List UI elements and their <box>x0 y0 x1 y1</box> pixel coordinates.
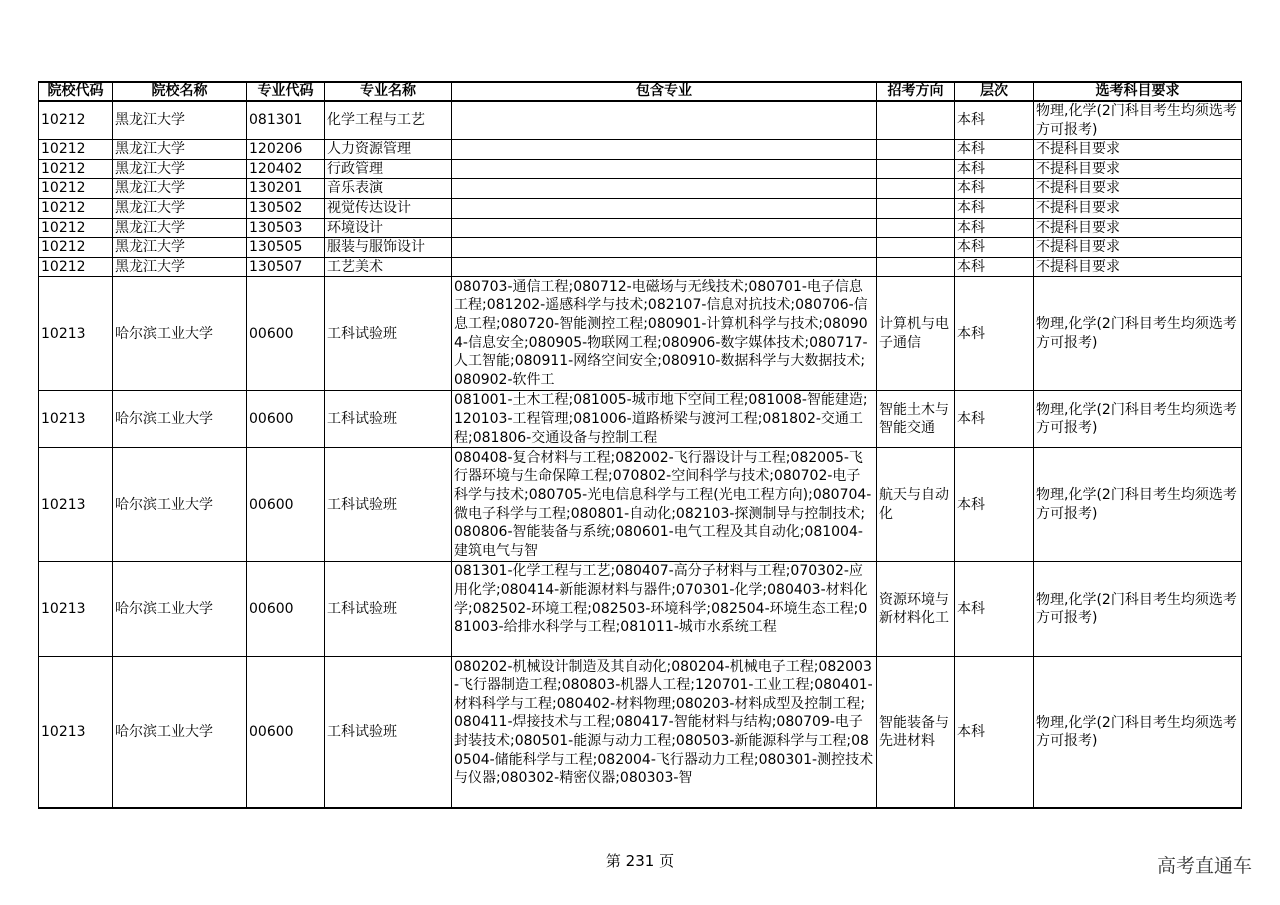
level-cell: 本科 <box>955 448 1034 562</box>
direction-cell <box>877 159 955 179</box>
major-name-cell: 工科试验班 <box>325 277 452 391</box>
header-major-code: 专业代码 <box>247 82 325 101</box>
level-cell: 本科 <box>955 657 1034 808</box>
subject-req-cell: 不提科目要求 <box>1034 218 1242 238</box>
subject-req-cell: 不提科目要求 <box>1034 140 1242 160</box>
level-cell: 本科 <box>955 140 1034 160</box>
school-code-cell: 10212 <box>39 101 113 140</box>
subject-req-cell: 不提科目要求 <box>1034 159 1242 179</box>
included-majors-cell <box>452 562 877 657</box>
major-name-cell: 视觉传达设计 <box>325 198 452 218</box>
table-row <box>39 238 1242 258</box>
level-cell: 本科 <box>955 101 1034 140</box>
major-code-cell: 130503 <box>247 218 325 238</box>
table-row <box>39 657 1242 808</box>
school-name-cell: 哈尔滨工业大学 <box>113 562 247 657</box>
table-row <box>39 562 1242 657</box>
major-code-cell: 130201 <box>247 179 325 199</box>
major-name-cell: 化学工程与工艺 <box>325 101 452 140</box>
major-name-cell: 工科试验班 <box>325 562 452 657</box>
school-name-cell: 哈尔滨工业大学 <box>113 657 247 808</box>
included-majors-cell <box>452 257 877 277</box>
major-name-cell: 人力资源管理 <box>325 140 452 160</box>
school-name-cell: 黑龙江大学 <box>113 159 247 179</box>
school-name-cell: 哈尔滨工业大学 <box>113 277 247 391</box>
table-row <box>39 277 1242 391</box>
included-majors-cell <box>452 391 877 448</box>
direction-cell <box>877 238 955 258</box>
included-majors-cell <box>452 657 877 808</box>
school-name-cell: 黑龙江大学 <box>113 101 247 140</box>
included-majors-cell <box>452 448 877 562</box>
major-code-cell: 00600 <box>247 657 325 808</box>
level-cell: 本科 <box>955 562 1034 657</box>
level-cell: 本科 <box>955 159 1034 179</box>
school-name-cell: 黑龙江大学 <box>113 257 247 277</box>
direction-cell <box>877 179 955 199</box>
major-code-cell: 120402 <box>247 159 325 179</box>
table-row <box>39 448 1242 562</box>
school-code-cell: 10213 <box>39 448 113 562</box>
included-majors-cell <box>452 159 877 179</box>
school-code-cell: 10213 <box>39 391 113 448</box>
direction-cell: 智能土木与智能交通 <box>877 391 955 448</box>
included-majors-text: 080408-复合材料与工程;082002-飞行器设计与工程;082005-飞行器环境与生命保障工程;070802-空间科学与技术;080702-电子科学与技术;080705-光电信息科学与工程(光电工程方向);080704-微电子科学与工程;080801-自动化;082103-探测制导与控制技术;080806-智能装备与系统;080601-电气工程及其自动化;081004-建筑电气与智 <box>454 449 872 559</box>
major-name-cell: 音乐表演 <box>325 179 452 199</box>
major-name-cell: 行政管理 <box>325 159 452 179</box>
school-code-cell: 10212 <box>39 140 113 160</box>
subject-req-cell: 不提科目要求 <box>1034 257 1242 277</box>
level-cell: 本科 <box>955 218 1034 238</box>
major-code-cell: 00600 <box>247 562 325 657</box>
included-majors-text: 081301-化学工程与工艺;080407-高分子材料与工程;070302-应用化学;080414-新能源材料与器件;070301-化学;080403-材料化学;082502-环境工程;082503-环境科学;082504-环境生态工程;081003-给排水科学与工程;081011-城市水系统工程 <box>454 563 868 636</box>
school-name-cell: 哈尔滨工业大学 <box>113 391 247 448</box>
school-name-cell: 黑龙江大学 <box>113 140 247 160</box>
school-name-cell: 黑龙江大学 <box>113 238 247 258</box>
header-row <box>39 82 1242 101</box>
admission-table <box>38 81 1242 809</box>
table-row <box>39 257 1242 277</box>
level-cell: 本科 <box>955 391 1034 448</box>
included-majors-cell <box>452 140 877 160</box>
watermark: 高考直通车 <box>1156 855 1252 877</box>
subject-req-cell: 物理,化学(2门科目考生均须选考方可报考) <box>1034 391 1242 448</box>
major-name-cell: 工科试验班 <box>325 448 452 562</box>
included-majors-text: 080202-机械设计制造及其自动化;080204-机械电子工程;082003-飞行器制造工程;080803-机器人工程;120701-工业工程;080401-材料科学与工程;080402-材料物理;080203-材料成型及控制工程;080411-焊接技术与工程;080417-智能材料与结构;080709-电子封装技术;080501-能源与动力工程;080503-新能源科学与工程;080504-储能科学与工程;082004-飞行器动力工程;080301-测控技术与仪器;080302-精密仪器;080303-智 <box>454 658 874 787</box>
major-name-cell: 服装与服饰设计 <box>325 238 452 258</box>
header-level: 层次 <box>955 82 1034 101</box>
major-code-cell: 130505 <box>247 238 325 258</box>
subject-req-cell: 不提科目要求 <box>1034 198 1242 218</box>
major-code-cell: 00600 <box>247 391 325 448</box>
included-majors-cell <box>452 198 877 218</box>
table-row <box>39 198 1242 218</box>
subject-req-cell: 不提科目要求 <box>1034 179 1242 199</box>
subject-req-cell: 物理,化学(2门科目考生均须选考方可报考) <box>1034 101 1242 140</box>
school-code-cell: 10212 <box>39 238 113 258</box>
school-code-cell: 10212 <box>39 218 113 238</box>
subject-req-cell: 不提科目要求 <box>1034 238 1242 258</box>
school-code-cell: 10213 <box>39 562 113 657</box>
major-code-cell: 130507 <box>247 257 325 277</box>
level-cell: 本科 <box>955 179 1034 199</box>
major-name-cell: 工艺美术 <box>325 257 452 277</box>
header-included-majors: 包含专业 <box>452 82 877 101</box>
direction-cell <box>877 140 955 160</box>
major-code-cell: 130502 <box>247 198 325 218</box>
table-row <box>39 101 1242 140</box>
level-cell: 本科 <box>955 277 1034 391</box>
school-code-cell: 10213 <box>39 657 113 808</box>
major-name-cell: 工科试验班 <box>325 391 452 448</box>
table-row <box>39 391 1242 448</box>
page-number: 第 231 页 <box>605 852 675 870</box>
subject-req-cell: 物理,化学(2门科目考生均须选考方可报考) <box>1034 562 1242 657</box>
school-code-cell: 10212 <box>39 257 113 277</box>
header-direction: 招考方向 <box>877 82 955 101</box>
subject-req-cell: 物理,化学(2门科目考生均须选考方可报考) <box>1034 277 1242 391</box>
major-name-cell: 工科试验班 <box>325 657 452 808</box>
direction-cell <box>877 218 955 238</box>
school-name-cell: 黑龙江大学 <box>113 218 247 238</box>
header-subject-req: 选考科目要求 <box>1034 82 1242 101</box>
included-majors-cell <box>452 218 877 238</box>
header-major-name: 专业名称 <box>325 82 452 101</box>
table-row <box>39 159 1242 179</box>
level-cell: 本科 <box>955 198 1034 218</box>
school-name-cell: 哈尔滨工业大学 <box>113 448 247 562</box>
included-majors-text: 081001-土木工程;081005-城市地下空间工程;081008-智能建造;120103-工程管理;081006-道路桥梁与渡河工程;081802-交通工程;081806-交通设备与控制工程 <box>454 392 868 446</box>
level-cell: 本科 <box>955 257 1034 277</box>
included-majors-cell <box>452 179 877 199</box>
table-row <box>39 140 1242 160</box>
table-row <box>39 218 1242 238</box>
header-school-name: 院校名称 <box>113 82 247 101</box>
major-code-cell: 00600 <box>247 448 325 562</box>
subject-req-cell: 物理,化学(2门科目考生均须选考方可报考) <box>1034 448 1242 562</box>
included-majors-cell <box>452 101 877 140</box>
included-majors-cell <box>452 238 877 258</box>
header-school-code: 院校代码 <box>39 82 113 101</box>
school-name-cell: 黑龙江大学 <box>113 179 247 199</box>
included-majors-text: 080703-通信工程;080712-电磁场与无线技术;080701-电子信息工程;081202-遥感科学与技术;082107-信息对抗技术;080706-信息工程;080720-智能测控工程;080901-计算机科学与技术;080904-信息安全;080905-物联网工程;080906-数字媒体技术;080717-人工智能;080911-网络空间安全;080910-数据科学与大数据技术;080902-软件工 <box>454 278 868 388</box>
major-code-cell: 00600 <box>247 277 325 391</box>
direction-cell <box>877 257 955 277</box>
direction-cell: 智能装备与先进材料 <box>877 657 955 808</box>
major-code-cell: 081301 <box>247 101 325 140</box>
subject-req-cell: 物理,化学(2门科目考生均须选考方可报考) <box>1034 657 1242 808</box>
direction-cell <box>877 101 955 140</box>
included-majors-cell <box>452 277 877 391</box>
school-code-cell: 10212 <box>39 179 113 199</box>
major-name-cell: 环境设计 <box>325 218 452 238</box>
level-cell: 本科 <box>955 238 1034 258</box>
direction-cell: 资源环境与新材料化工 <box>877 562 955 657</box>
direction-cell: 航天与自动化 <box>877 448 955 562</box>
direction-cell <box>877 198 955 218</box>
major-code-cell: 120206 <box>247 140 325 160</box>
school-code-cell: 10213 <box>39 277 113 391</box>
school-code-cell: 10212 <box>39 159 113 179</box>
school-name-cell: 黑龙江大学 <box>113 198 247 218</box>
table-row <box>39 179 1242 199</box>
school-code-cell: 10212 <box>39 198 113 218</box>
direction-cell: 计算机与电子通信 <box>877 277 955 391</box>
